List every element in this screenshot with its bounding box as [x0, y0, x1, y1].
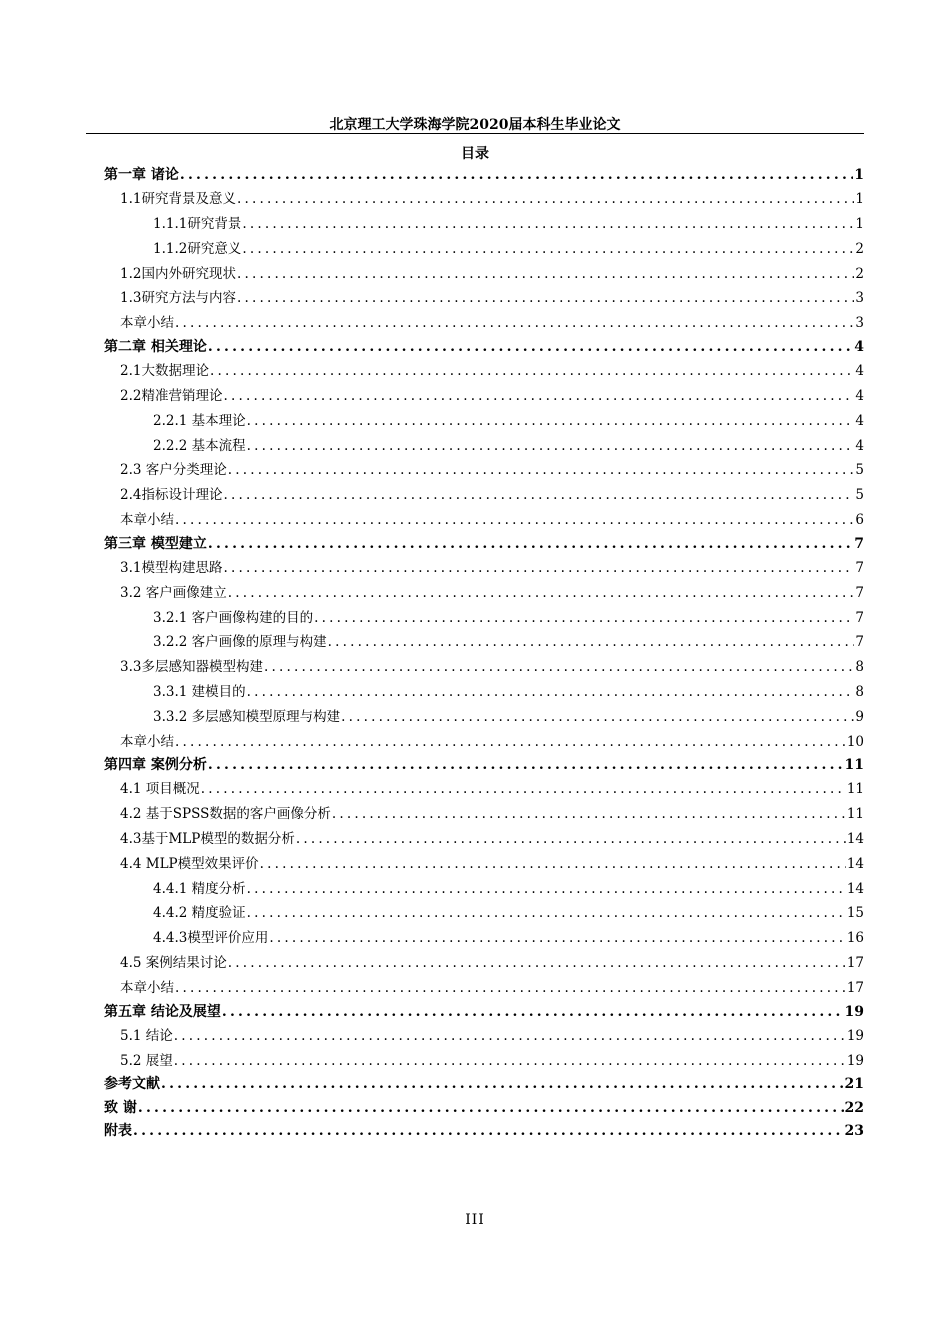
toc-entry-page: 6 — [855, 511, 864, 528]
toc-entry[interactable] — [104, 680, 864, 705]
toc-entry-title: 3.1模型构建思路 — [120, 559, 223, 576]
toc-entry-page: 2 — [855, 265, 864, 282]
toc-entry-page: 4 — [855, 363, 864, 380]
toc-entry[interactable] — [104, 630, 864, 655]
toc-entry-page: 23 — [844, 1122, 864, 1139]
toc-entry-title: 2.3 客户分类理论 — [120, 462, 227, 479]
toc-entry[interactable] — [104, 212, 864, 237]
toc-entry-title: 第一章 诸论 — [104, 167, 179, 183]
toc-leader-dots — [208, 533, 853, 556]
toc-entry[interactable] — [104, 458, 864, 483]
toc-entry-title: 3.3.2 多层感知模型原理与构建 — [153, 708, 341, 725]
toc-entry[interactable] — [104, 581, 864, 606]
toc-entry-page: 14 — [846, 880, 864, 897]
toc-leader-dots — [161, 1073, 844, 1096]
toc-leader-dots — [237, 262, 854, 287]
toc-entry-title: 第二章 相关理论 — [104, 338, 207, 355]
toc-entry[interactable] — [104, 1024, 864, 1049]
toc-leader-dots — [174, 1024, 846, 1049]
toc-entry-page: 19 — [844, 1003, 864, 1020]
toc-entry-title: 2.1大数据理论 — [120, 363, 209, 380]
toc-leader-dots — [223, 556, 854, 581]
toc-entry-page: 17 — [846, 955, 864, 972]
toc-entry-title: 本章小结 — [120, 315, 174, 332]
toc-entry-page: 19 — [846, 1027, 864, 1044]
toc-entry[interactable] — [104, 286, 864, 311]
toc-leader-dots — [242, 212, 854, 237]
toc-entry[interactable] — [104, 802, 864, 827]
toc-entry-title: 3.2 客户画像建立 — [120, 584, 227, 601]
toc-entry-title: 3.2.2 客户画像的原理与构建 — [153, 634, 327, 651]
toc-entry-page: 8 — [855, 659, 864, 676]
toc-leader-dots — [228, 951, 846, 976]
toc-entry-title: 致 谢 — [104, 1099, 137, 1116]
toc-entry[interactable] — [104, 434, 864, 459]
toc-entry-title: 1.1研究背景及意义 — [120, 191, 236, 208]
header-rule — [86, 133, 864, 134]
toc-entry[interactable] — [104, 409, 864, 434]
toc-entry[interactable] — [104, 508, 864, 533]
toc-entry-page: 4 — [855, 412, 864, 429]
toc-entry-title: 本章小结 — [120, 979, 174, 996]
toc-entry[interactable] — [104, 951, 864, 976]
toc-entry-title: 1.1.1研究背景 — [153, 215, 242, 232]
toc-leader-dots — [208, 754, 844, 777]
toc-entry-title: 2.2精准营销理论 — [120, 387, 223, 404]
toc-entry-page: 8 — [855, 683, 864, 700]
running-header: 北京理工大学珠海学院2020届本科生毕业论文 — [329, 117, 621, 133]
toc-leader-dots — [133, 1120, 844, 1143]
toc-entry[interactable] — [104, 827, 864, 852]
toc-leader-dots — [260, 852, 846, 877]
toc-entry-title: 3.3.1 建模目的 — [153, 683, 246, 700]
toc-entry-title: 4.1 项目概况 — [120, 781, 200, 798]
toc-entry[interactable] — [104, 336, 864, 359]
toc-leader-dots — [228, 581, 855, 606]
toc-leader-dots — [201, 777, 846, 802]
toc-leader-dots — [175, 730, 846, 755]
toc-leader-dots — [175, 311, 854, 336]
toc-entry-title: 5.2 展望 — [120, 1052, 173, 1069]
toc-entry-title: 本章小结 — [120, 733, 174, 750]
toc-entry-title: 4.4.2 精度验证 — [153, 905, 246, 922]
toc-entry-page: 16 — [846, 930, 864, 947]
toc-entry-title: 附表 — [104, 1122, 132, 1139]
toc-leader-dots — [247, 877, 846, 902]
toc-entry[interactable] — [104, 483, 864, 508]
toc-leader-dots — [208, 336, 853, 359]
toc-entry-title: 2.2.1 基本理论 — [153, 412, 246, 429]
toc-entry-title: 第五章 结论及展望 — [104, 1003, 221, 1020]
toc-leader-dots — [341, 705, 854, 730]
toc-entry[interactable] — [104, 311, 864, 336]
toc-entry-page: 11 — [846, 806, 864, 823]
toc-entry[interactable] — [104, 237, 864, 262]
toc-entry-page: 1 — [855, 215, 864, 232]
toc-entry[interactable] — [104, 262, 864, 287]
toc-entry-page: 22 — [844, 1099, 864, 1116]
toc-entry-page: 11 — [846, 781, 864, 798]
toc-entry-page: 7 — [855, 559, 864, 576]
toc-leader-dots — [269, 926, 845, 951]
toc-leader-dots — [242, 237, 854, 262]
table-of-contents — [104, 164, 864, 1143]
toc-entry[interactable] — [104, 606, 864, 631]
toc-entry[interactable] — [104, 730, 864, 755]
toc-leader-dots — [247, 901, 846, 926]
toc-leader-dots — [314, 606, 854, 631]
toc-entry[interactable] — [104, 705, 864, 730]
toc-leader-dots — [247, 409, 855, 434]
toc-leader-dots — [175, 508, 854, 533]
toc-entry-title: 4.5 案例结果讨论 — [120, 955, 227, 972]
toc-entry-page: 7 — [855, 584, 864, 601]
toc-entry-title: 2.2.2 基本流程 — [153, 437, 246, 454]
toc-entry[interactable] — [104, 164, 864, 187]
toc-entry-page: 17 — [846, 979, 864, 996]
toc-entry-page: 15 — [846, 905, 864, 922]
toc-entry[interactable] — [104, 1120, 864, 1143]
toc-leader-dots — [222, 1001, 844, 1024]
toc-entry-title: 第四章 案例分析 — [104, 757, 207, 774]
toc-entry-page: 19 — [846, 1052, 864, 1069]
toc-entry-page: 9 — [855, 708, 864, 725]
toc-entry-title: 参考文献 — [104, 1076, 160, 1093]
toc-entry-title: 4.3基于MLP模型的数据分析 — [120, 831, 295, 848]
page-number: III — [465, 1212, 485, 1228]
toc-entry[interactable] — [104, 976, 864, 1001]
toc-entry[interactable] — [104, 533, 864, 556]
toc-leader-dots — [138, 1097, 844, 1120]
toc-leader-dots — [174, 1049, 846, 1074]
toc-leader-dots — [247, 434, 855, 459]
toc-entry[interactable] — [104, 1049, 864, 1074]
toc-entry-title: 1.2国内外研究现状 — [120, 265, 236, 282]
toc-entry[interactable] — [104, 655, 864, 680]
toc-entry-page: 21 — [844, 1076, 864, 1093]
toc-entry[interactable] — [104, 852, 864, 877]
toc-entry-page: 1 — [854, 167, 864, 183]
toc-entry-title: 4.2 基于SPSS数据的客户画像分析 — [120, 806, 331, 823]
toc-leader-dots — [223, 483, 854, 508]
toc-entry-title: 5.1 结论 — [120, 1027, 173, 1044]
toc-entry[interactable] — [104, 1001, 864, 1024]
toc-entry-title: 3.2.1 客户画像构建的目的 — [153, 609, 314, 626]
toc-leader-dots — [332, 802, 846, 827]
toc-entry[interactable] — [104, 1073, 864, 1096]
toc-entry-page: 7 — [855, 634, 864, 651]
toc-entry-page: 2 — [855, 240, 864, 257]
toc-leader-dots — [237, 286, 854, 311]
toc-entry[interactable] — [104, 1097, 864, 1120]
toc-entry-page: 5 — [855, 487, 864, 504]
toc-leader-dots — [228, 458, 855, 483]
toc-entry-title: 4.4.3模型评价应用 — [153, 930, 269, 947]
toc-leader-dots — [296, 827, 846, 852]
toc-entry-page: 10 — [846, 733, 864, 750]
toc-entry-title: 4.4 MLP模型效果评价 — [120, 855, 259, 872]
toc-leader-dots — [237, 187, 854, 212]
toc-leader-dots — [223, 384, 854, 409]
toc-entry[interactable] — [104, 877, 864, 902]
toc-entry-title: 3.3多层感知器模型构建 — [120, 659, 263, 676]
toc-entry-page: 5 — [855, 462, 864, 479]
toc-entry-page: 1 — [855, 191, 864, 208]
toc-leader-dots — [264, 655, 854, 680]
toc-entry-title: 2.4指标设计理论 — [120, 487, 223, 504]
toc-entry[interactable] — [104, 187, 864, 212]
toc-entry-page: 14 — [846, 831, 864, 848]
toc-entry-title: 第三章 模型建立 — [104, 535, 207, 552]
toc-leader-dots — [247, 680, 855, 705]
toc-entry[interactable] — [104, 556, 864, 581]
toc-entry[interactable] — [104, 754, 864, 777]
toc-entry-title: 4.4.1 精度分析 — [153, 880, 246, 897]
toc-entry-page: 14 — [846, 855, 864, 872]
toc-entry[interactable] — [104, 359, 864, 384]
toc-leader-dots — [180, 164, 853, 187]
toc-entry[interactable] — [104, 926, 864, 951]
toc-entry-title: 1.3研究方法与内容 — [120, 290, 236, 307]
toc-entry-title: 1.1.2研究意义 — [153, 240, 242, 257]
toc-entry-page: 7 — [854, 535, 864, 552]
toc-entry-page: 3 — [855, 290, 864, 307]
toc-entry-page: 11 — [844, 757, 864, 774]
toc-title: 目录 — [461, 146, 489, 162]
toc-entry-page: 3 — [855, 315, 864, 332]
toc-entry-page: 7 — [855, 609, 864, 626]
toc-entry-page: 4 — [855, 387, 864, 404]
toc-entry-page: 4 — [855, 437, 864, 454]
toc-leader-dots — [328, 630, 855, 655]
toc-entry[interactable] — [104, 901, 864, 926]
toc-entry-title: 本章小结 — [120, 511, 174, 528]
toc-leader-dots — [175, 976, 846, 1001]
toc-leader-dots — [210, 359, 854, 384]
toc-entry[interactable] — [104, 777, 864, 802]
toc-entry-page: 4 — [854, 338, 864, 355]
toc-entry[interactable] — [104, 384, 864, 409]
